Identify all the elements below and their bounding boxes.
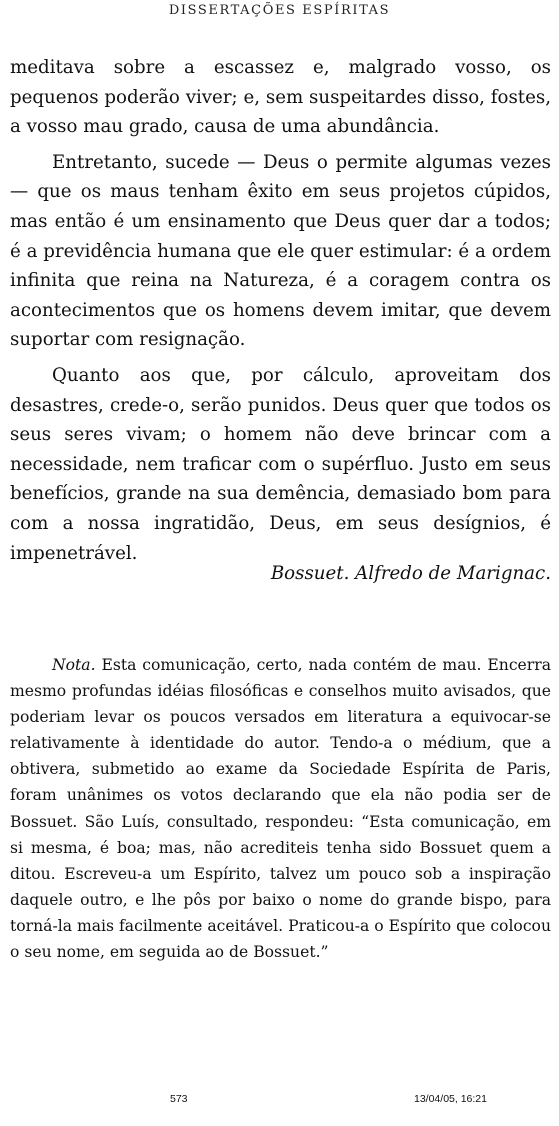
running-header: DISSERTAÇÕES ESPÍRITAS [168,3,391,18]
main-text [10,53,551,568]
paragraph-continuation: meditava sobre a escassez e, malgrado vosso, os pequenos poderão viver; e, sem suspeitardes disso, fostes, a vosso mau grado, causa de uma abundância. [10,57,551,138]
paragraph: Quanto aos que, por cálculo, aproveitam dos desastres, crede-o, serão punidos. Deus quer que todos os seus seres vivam; o homem não deve brincar com a necessidade, nem traficar com o supérfluo. Justo em seus benefícios, grande na sua demência, demasiado bom para com a nossa ingratidão, Deus, em seus desígnios, é impenetrável. [10,364,551,564]
print-timestamp: 13/04/05, 16:21 [414,1093,487,1105]
page-number: 573 [170,1093,188,1105]
note-label: Nota. [52,656,96,674]
editor-note [10,652,551,965]
signature: Bossuet. Alfredo de Marignac. [270,563,551,584]
paragraph: Entretanto, sucede — Deus o permite algumas vezes — que os maus tenham êxito em seus projetos cúpidos, mas então é um ensinamento que Deus quer dar a todos; é a previdência humana que ele quer estimular: é a ordem infinita que reina na Natureza, é a coragem contra os acontecimentos que os homens devem imitar, que devem suportar com resignação. [10,151,551,351]
note-text: Esta comunicação, certo, nada contém de mau. Encerra mesmo profundas idéias filosóficas e conselhos muito avisados, que poderiam levar os poucos versados em literatura a equivocar-se relativamente à identidade do autor. Tendo-a o médium, que a obtivera, submetido ao exame da Sociedade Espírita de Paris, foram unânimes os votos declarando que ela não podia ser de Bossuet. São Luís, consultado, respondeu: “Esta comunicação, em si mesma, é boa; mas, não acrediteis tenha sido Bossuet quem a ditou. Escreveu-a um Espírito, talvez um pouco sob a inspiração daquele outro, e lhe pôs por baixo o nome do grande bispo, para torná-la mais facilmente aceitável. Praticou-a o Espírito que colocou o seu nome, em seguida ao de Bossuet.” [10,656,551,962]
